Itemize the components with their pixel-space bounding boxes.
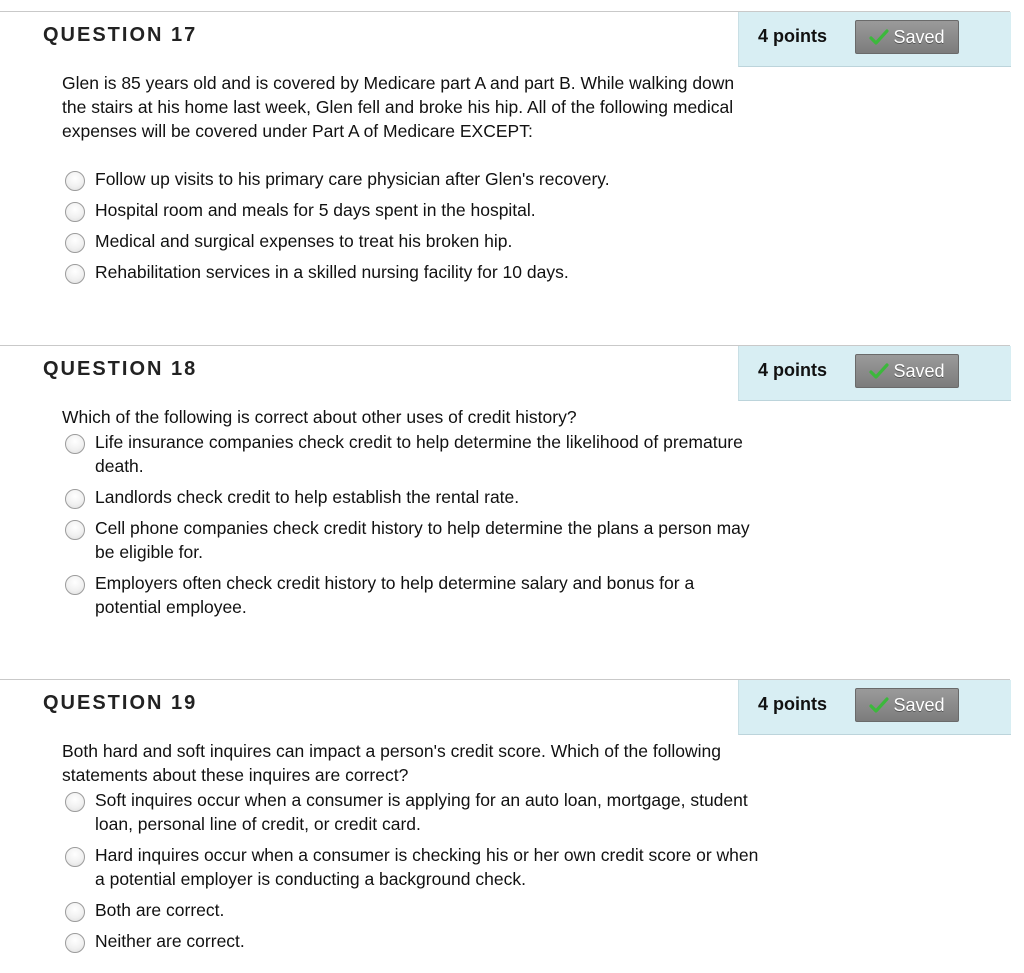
question-prompt: Glen is 85 years old and is covered by Medicare part A and part B. While walking down the stairs at his home last week, Glen fell and broke his hip. All of the following medical expenses will be covered under Part A of Medicare EXCEPT: bbox=[62, 73, 735, 141]
radio-button[interactable] bbox=[65, 264, 85, 284]
question-19 bbox=[0, 679, 1010, 973]
question-prompt: Both hard and soft inquires can impact a person's credit score. Which of the following statements about these inquires are correct? bbox=[62, 741, 721, 785]
radio-button[interactable] bbox=[65, 171, 85, 191]
saved-label: Saved bbox=[893, 360, 945, 381]
question-title: QUESTION 19 bbox=[43, 692, 198, 714]
saved-label: Saved bbox=[893, 26, 945, 47]
answer-option[interactable] bbox=[64, 788, 764, 836]
option-label: Follow up visits to his primary care physician after Glen's recovery. bbox=[95, 169, 610, 189]
points-panel bbox=[738, 680, 1011, 735]
question-title: QUESTION 18 bbox=[43, 358, 198, 380]
answer-options bbox=[64, 167, 764, 284]
radio-button[interactable] bbox=[65, 902, 85, 922]
answer-option[interactable] bbox=[64, 843, 764, 891]
answer-options bbox=[64, 788, 764, 953]
saved-label: Saved bbox=[893, 694, 945, 715]
answer-option[interactable] bbox=[64, 571, 764, 619]
radio-button[interactable] bbox=[65, 489, 85, 509]
points-panel bbox=[738, 12, 1011, 67]
points-panel bbox=[738, 346, 1011, 401]
points-label: 4 points bbox=[758, 694, 828, 714]
question-prompt: Which of the following is correct about other uses of credit history? bbox=[62, 407, 577, 427]
radio-button[interactable] bbox=[65, 847, 85, 867]
answer-option[interactable] bbox=[64, 430, 764, 478]
option-label: Soft inquires occur when a consumer is applying for an auto loan, mortgage, student loan, personal line of credit, or credit card. bbox=[95, 790, 748, 834]
option-label: Both are correct. bbox=[95, 900, 225, 920]
answer-option[interactable] bbox=[64, 167, 764, 191]
option-label: Employers often check credit history to help determine salary and bonus for a potential employee. bbox=[95, 573, 695, 617]
answer-option[interactable] bbox=[64, 516, 764, 564]
option-label: Hospital room and meals for 5 days spent in the hospital. bbox=[95, 200, 536, 220]
saved-button[interactable] bbox=[855, 20, 959, 54]
radio-button[interactable] bbox=[65, 434, 85, 454]
option-label: Medical and surgical expenses to treat his broken hip. bbox=[95, 231, 513, 251]
points-label: 4 points bbox=[758, 360, 828, 380]
check-icon bbox=[869, 696, 889, 714]
answer-option[interactable] bbox=[64, 898, 764, 922]
radio-button[interactable] bbox=[65, 520, 85, 540]
radio-button[interactable] bbox=[65, 792, 85, 812]
option-label: Neither are correct. bbox=[95, 931, 245, 951]
radio-button[interactable] bbox=[65, 575, 85, 595]
question-title: QUESTION 17 bbox=[43, 24, 198, 46]
option-label: Life insurance companies check credit to help determine the likelihood of premature death. bbox=[95, 432, 743, 476]
question-18 bbox=[0, 345, 1010, 666]
question-17 bbox=[0, 11, 1010, 332]
option-label: Rehabilitation services in a skilled nursing facility for 10 days. bbox=[95, 262, 569, 282]
option-label: Cell phone companies check credit history to help determine the plans a person may be eligible for. bbox=[95, 518, 750, 562]
radio-button[interactable] bbox=[65, 933, 85, 953]
answer-option[interactable] bbox=[64, 198, 764, 222]
check-icon bbox=[869, 362, 889, 380]
answer-option[interactable] bbox=[64, 929, 764, 953]
option-label: Landlords check credit to help establish the rental rate. bbox=[95, 487, 520, 507]
answer-option[interactable] bbox=[64, 260, 764, 284]
saved-button[interactable] bbox=[855, 688, 959, 722]
option-label: Hard inquires occur when a consumer is checking his or her own credit score or when a potential employer is conducting a background check. bbox=[95, 845, 759, 889]
answer-options bbox=[64, 430, 764, 619]
points-label: 4 points bbox=[758, 26, 828, 46]
saved-button[interactable] bbox=[855, 354, 959, 388]
check-icon bbox=[869, 28, 889, 46]
answer-option[interactable] bbox=[64, 229, 764, 253]
answer-option[interactable] bbox=[64, 485, 764, 509]
radio-button[interactable] bbox=[65, 202, 85, 222]
radio-button[interactable] bbox=[65, 233, 85, 253]
